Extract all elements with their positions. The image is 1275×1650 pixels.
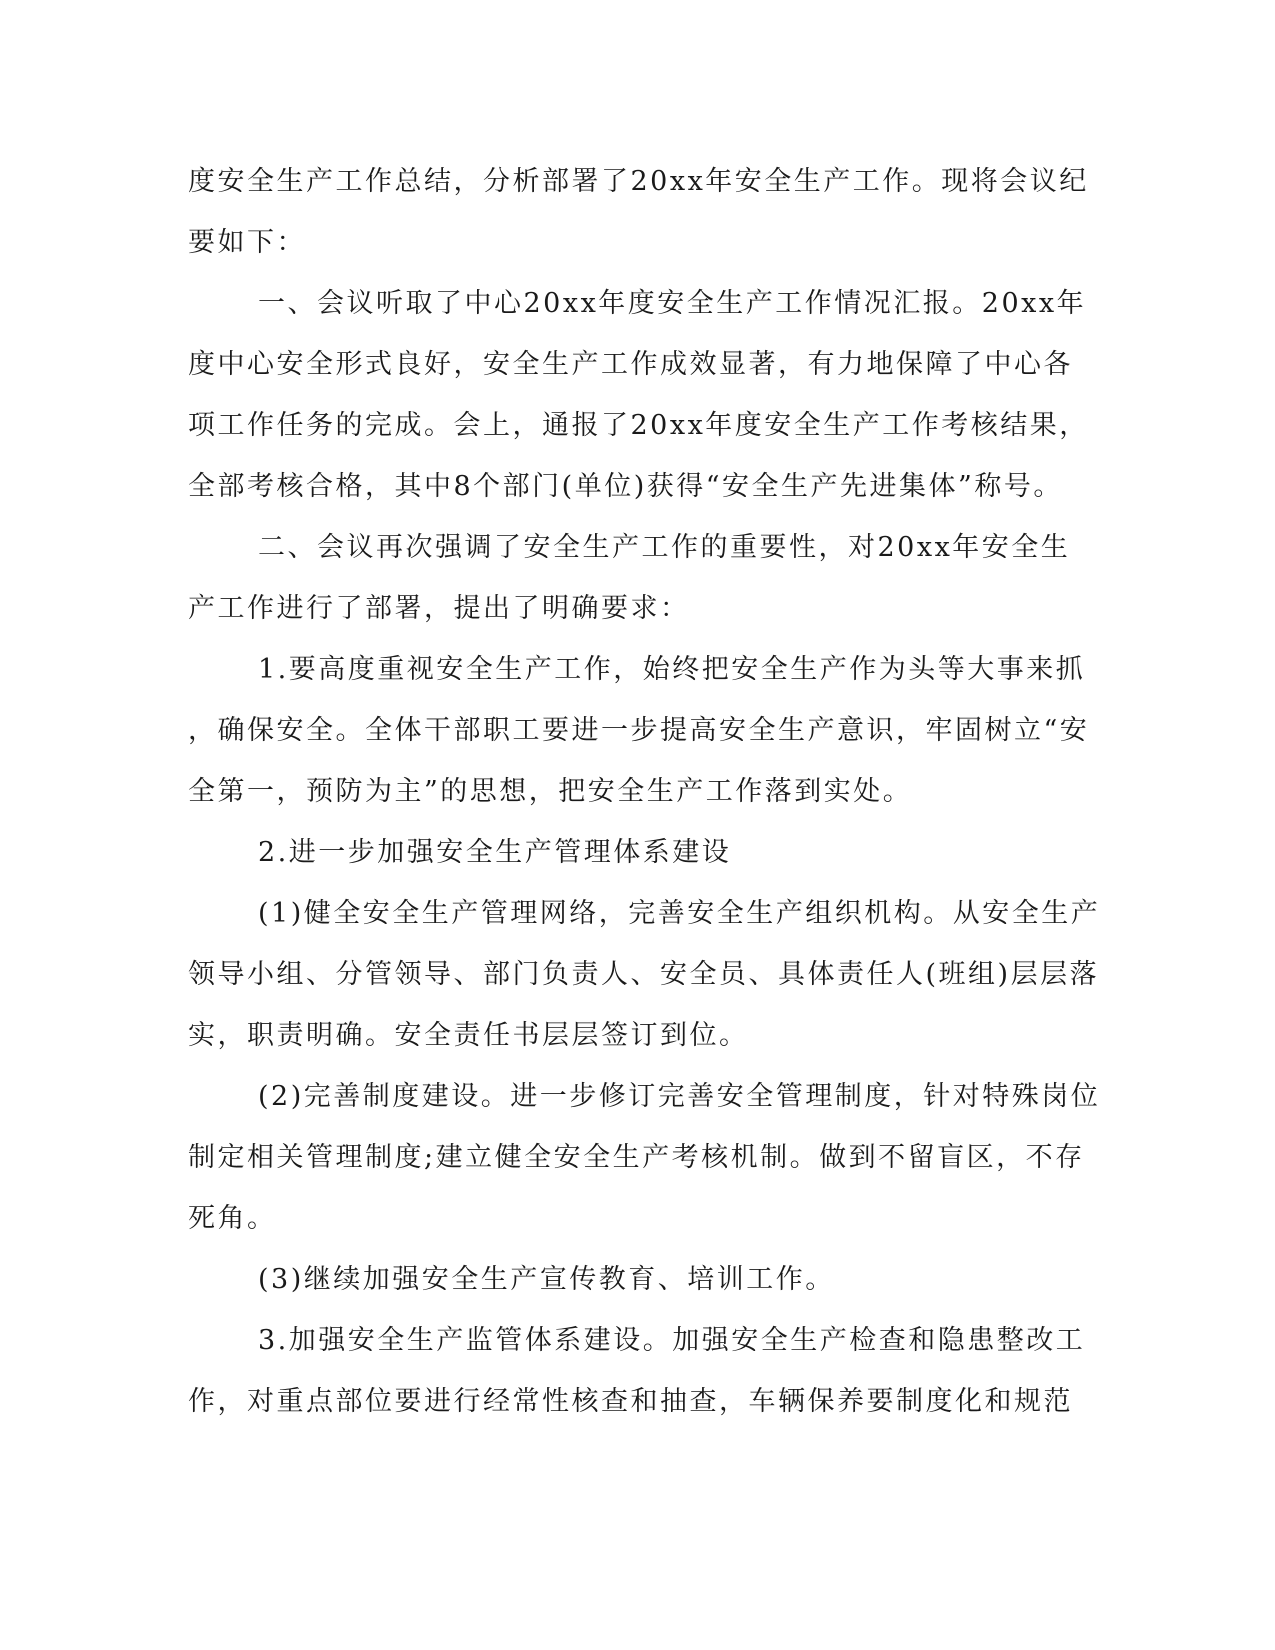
paragraph-first-line: 2.进一步加强安全生产管理体系建设	[258, 837, 732, 868]
text-line: 产工作进行了部署，提出了明确要求：	[188, 593, 690, 624]
paragraph-first-line: (2)完善制度建设。进一步修订完善安全管理制度，针对特殊岗位	[258, 1081, 1101, 1112]
text-line: 要如下：	[188, 227, 306, 258]
text-line: 项工作任务的完成。会上，通报了20xx年度安全生产工作考核结果，	[188, 410, 1089, 441]
paragraph-first-line: 二、会议再次强调了安全生产工作的重要性，对20xx年安全生	[258, 532, 1071, 563]
text-line: 死角。	[188, 1203, 277, 1234]
text-line: 度中心安全形式良好，安全生产工作成效显著，有力地保障了中心各	[188, 349, 1073, 380]
paragraph-first-line: 1.要高度重视安全生产工作，始终把安全生产作为头等大事来抓	[258, 654, 1086, 685]
paragraph-first-line: 一、会议听取了中心20xx年度安全生产工作情况汇报。20xx年	[258, 288, 1087, 319]
text-line: 领导小组、分管领导、部门负责人、安全员、具体责任人(班组)层层落	[188, 959, 1100, 990]
paragraph-first-line: (3)继续加强安全生产宣传教育、培训工作。	[258, 1264, 835, 1295]
text-line: ，确保安全。全体干部职工要进一步提高安全生产意识，牢固树立“安	[188, 715, 1090, 746]
paragraph-first-line: 3.加强安全生产监管体系建设。加强安全生产检查和隐患整改工	[258, 1325, 1086, 1356]
text-line: 度安全生产工作总结，分析部署了20xx年安全生产工作。现将会议纪	[188, 166, 1089, 197]
text-line: 实，职责明确。安全责任书层层签订到位。	[188, 1020, 749, 1051]
text-line: 全部考核合格，其中8个部门(单位)获得“安全生产先进集体”称号。	[188, 471, 1063, 502]
paragraph-first-line: (1)健全安全生产管理网络，完善安全生产组织机构。从安全生产	[258, 898, 1101, 929]
document-body	[188, 151, 1101, 1432]
text-line: 制定相关管理制度;建立健全安全生产考核机制。做到不留盲区，不存	[188, 1142, 1085, 1173]
text-line: 作，对重点部位要进行经常性核查和抽查，车辆保养要制度化和规范	[188, 1386, 1073, 1417]
text-line: 全第一，预防为主”的思想，把安全生产工作落到实处。	[188, 776, 913, 807]
